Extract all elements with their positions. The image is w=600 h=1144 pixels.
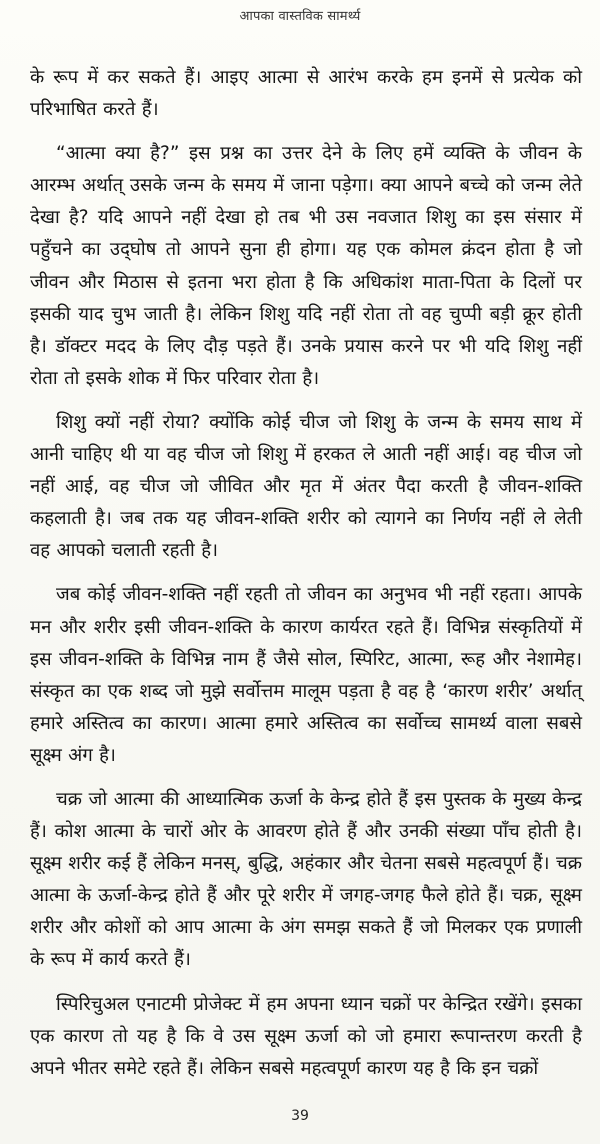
paragraph-5: चक्र जो आत्मा की आध्यात्मिक ऊर्जा के केन्द्र होते हैं इस पुस्तक के मुख्य केन्द्र हैं। कोश आत्मा के चारों ओर के आवरण होते हैं और उनकी संख्या पाँच होती है। सूक्ष्म शरीर कई हैं लेकिन मनस्, बुद्धि, अहंकार और चेतना सबसे महत्वपूर्ण हैं। चक्र आत्मा के ऊर्जा-केन्द्र होते हैं और पूरे शरीर में जगह-जगह फैले होते हैं। चक्र, सूक्ष्म शरीर और कोशों को आप आत्मा के अंग समझ सकते हैं जो मिलकर एक प्रणाली के रूप में कार्य करते हैं।	[30, 788, 582, 971]
page-body	[30, 62, 582, 1097]
running-header: आपका वास्तविक सामर्थ्य	[239, 9, 361, 24]
paragraph-1: के रूप में कर सकते हैं। आइए आत्मा से आरंभ करके हम इनमें से प्रत्येक को परिभाषित करते हैं।	[30, 67, 582, 121]
paragraph-4: जब कोई जीवन-शक्ति नहीं रहती तो जीवन का अनुभव भी नहीं रहता। आपके मन और शरीर इसी जीवन-शक्ति के कारण कार्यरत रहते हैं। विभिन्न संस्कृतियों में इस जीवन-शक्ति के विभिन्न नाम हैं जैसे सोल, स्पिरिट, आत्मा, रूह और नेशामेह। संस्कृत का एक शब्द जो मुझे सर्वोत्तम मालूम पड़ता है वह है ‘कारण शरीर’ अर्थात् हमारे अस्तित्व का कारण। आत्मा हमारे अस्तित्व का सर्वोच्च सामर्थ्य वाला सबसे सूक्ष्म अंग है।	[30, 584, 582, 766]
paragraph-6: स्पिरिचुअल एनाटमी प्रोजेक्ट में हम अपना ध्यान चक्रों पर केन्द्रित रखेंगे। इसका एक कारण तो यह है कि वे उस सूक्ष्म ऊर्जा को जो हमारा रूपान्तरण करती है अपने भीतर समेटे रहते हैं। लेकिन सबसे महत्वपूर्ण कारण यह है कि इन चक्रों	[30, 993, 582, 1079]
paragraph-2: “आत्मा क्या है?” इस प्रश्न का उत्तर देने के लिए हमें व्यक्ति के जीवन के आरम्भ अर्थात् उसके जन्म के समय में जाना पड़ेगा। क्या आपने बच्चे को जन्म लेते देखा है? यदि आपने नहीं देखा हो तब भी उस नवजात शिशु का इस संसार में पहुँचने का उद्‌घोष तो आपने सुना ही होगा। यह एक कोमल क्रंदन होता है जो जीवन और मिठास से इतना भरा होता है कि अधिकांश माता-पिता के दिलों पर इसकी याद चुभ जाती है। लेकिन शिशु यदि नहीं रोता तो वह चुप्पी बड़ी क्रूर होती है। डॉक्टर मदद के लिए दौड़ पड़ते हैं। उनके प्रयास करने पर भी यदि शिशु नहीं रोता तो इसके शोक में फिर परिवार रोता है।	[30, 143, 582, 389]
page-number: 39	[291, 1108, 309, 1124]
paragraph-3: शिशु क्यों नहीं रोया? क्योंकि कोई चीज जो शिशु के जन्म के समय साथ में आनी चाहिए थी या वह चीज जो शिशु में हरकत ले आती नहीं आई। वह चीज जो नहीं आई, वह चीज जो जीवित और मृत में अंतर पैदा करती है जीवन-शक्ति कहलाती है। जब तक यह जीवन-शक्ति शरीर को त्यागने का निर्णय नहीं ले लेती वह आपको चलाती रहती है।	[30, 411, 582, 562]
